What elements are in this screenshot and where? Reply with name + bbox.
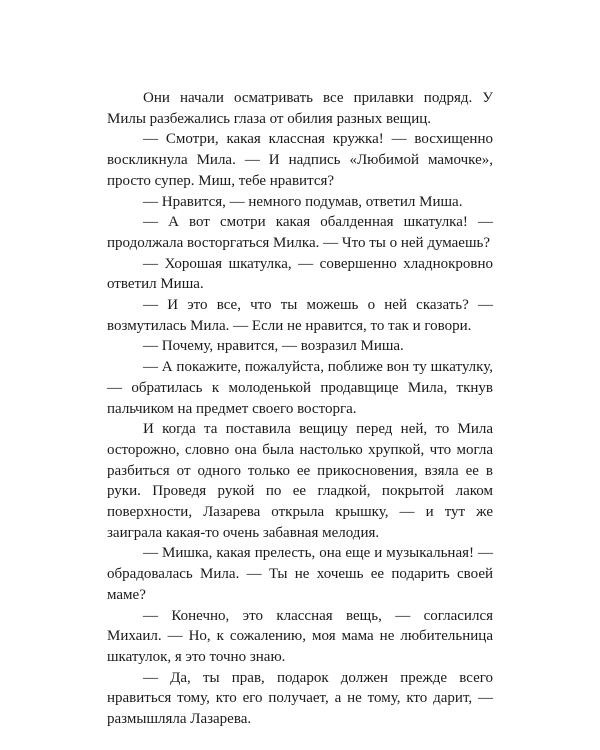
paragraph: — Нравится, — немного подумав, ответил Миша.	[143, 193, 463, 210]
paragraph: — Смотри, какая классная кружка! — восхищенно воскликнула Мила. — И надпись «Любимой мамочке», просто супер. Миш, тебе нравится?	[107, 131, 493, 189]
paragraph: — А вот смотри какая обалденная шкатулка! — продолжала восторгаться Милка. — Что ты о ней думаешь?	[107, 214, 493, 251]
paragraph: — Хорошая шкатулка, — совершенно хладнокровно ответил Миша.	[107, 255, 493, 293]
paragraph: — А покажите, пожалуйста, поближе вон ту шкатулку, — обратилась к молоденькой продавщице Мила, ткнув пальчиком на предмет своего восторга.	[107, 359, 493, 417]
paragraph: — И это все, что ты можешь о ней сказать? — возмутилась Мила. — Если не нравится, то так и говори.	[107, 297, 493, 334]
paragraph: И когда та поставила вещицу перед ней, то Мила осторожно, словно она была настолько хрупкой, что могла разбиться от одного только ее прикосновения, взяла ее в руки. Проведя рукой по ее гладкой, покрытой лаком поверхности, Лазарева открыла крышку, — и тут же заиграла какая-то очень забавная мелодия.	[107, 421, 493, 541]
body-text	[107, 88, 493, 730]
paragraph: — Да, ты прав, подарок должен прежде всего нравиться тому, кто его получает, а не тому, кто дарит, — размышляла Лазарева.	[107, 669, 493, 728]
paragraph: — Почему, нравится, — возразил Миша.	[143, 338, 404, 355]
paragraph: — Мишка, какая прелесть, она еще и музыкальная! — обрадовалась Мила. — Ты не хочешь ее подарить своей маме?	[107, 545, 493, 603]
paragraph: — Конечно, это классная вещь, — согласился Михаил. — Но, к сожалению, моя мама не любительница шкатулок, я это точно знаю.	[107, 607, 493, 665]
paragraph: Они начали осматривать все прилавки подряд. У Милы разбежались глаза от обилия разных вещиц.	[107, 90, 493, 127]
